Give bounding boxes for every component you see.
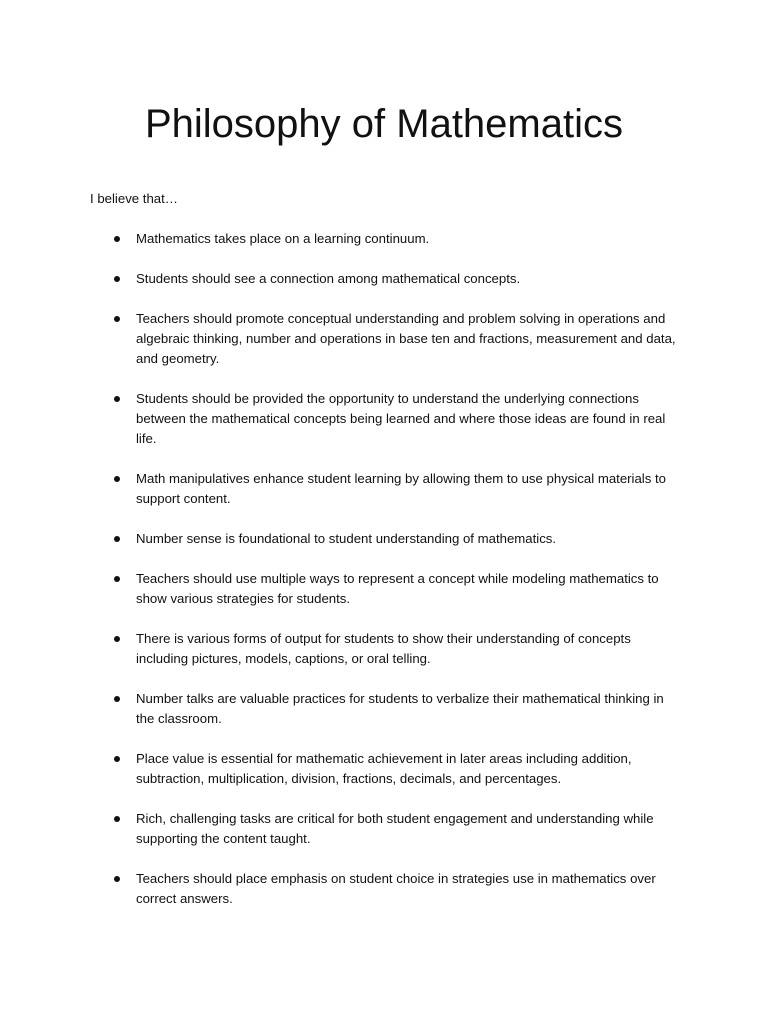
list-item [0, 569, 676, 609]
bullet-icon [114, 876, 120, 882]
list-item [0, 309, 676, 369]
bullet-icon [114, 316, 120, 322]
list-item-text: Mathematics takes place on a learning continuum. [136, 231, 430, 246]
list-item [0, 529, 676, 549]
bullet-icon [114, 696, 120, 702]
list-item-text: Students should see a connection among mathematical concepts. [136, 271, 521, 286]
bullet-icon [114, 756, 120, 762]
list-item-text: There is various forms of output for students to show their understanding of concepts including pictures, models, captions, or oral telling. [136, 631, 631, 666]
list-item-text: Students should be provided the opportunity to understand the underlying connections between the mathematical concepts being learned and where those ideas are found in real life. [136, 391, 666, 446]
bullet-icon [114, 636, 120, 642]
intro-text: I believe that… [90, 191, 178, 206]
list-item [0, 269, 676, 289]
bullet-icon [114, 236, 120, 242]
bullet-icon [114, 276, 120, 282]
bullet-icon [114, 576, 120, 582]
list-item-text: Number sense is foundational to student understanding of mathematics. [136, 531, 557, 546]
bullet-icon [114, 536, 120, 542]
list-item-text: Number talks are valuable practices for students to verbalize their mathematical thinking in the classroom. [136, 691, 664, 726]
list-item-text: Rich, challenging tasks are critical for both student engagement and understanding while supporting the content taught. [136, 811, 654, 846]
page-title: Philosophy of Mathematics [144, 102, 623, 146]
bullet-icon [114, 476, 120, 482]
list-item-text: Place value is essential for mathematic achievement in later areas including addition, subtraction, multiplication, division, fractions, decimals, and percentages. [136, 751, 632, 786]
list-item [0, 229, 676, 249]
belief-list [0, 229, 768, 929]
list-item-text: Teachers should promote conceptual understanding and problem solving in operations and algebraic thinking, number and operations in base ten and fractions, measurement and data, and geometry. [136, 311, 676, 366]
list-item [0, 389, 676, 449]
bullet-icon [114, 396, 120, 402]
list-item-text: Math manipulatives enhance student learning by allowing them to use physical materials to support content. [136, 471, 666, 506]
list-item-text: Teachers should use multiple ways to represent a concept while modeling mathematics to show various strategies for students. [136, 571, 659, 606]
list-item [0, 629, 676, 669]
bullet-icon [114, 816, 120, 822]
list-item [0, 749, 676, 789]
list-item [0, 689, 676, 729]
list-item [0, 809, 676, 849]
list-item-text: Teachers should place emphasis on student choice in strategies use in mathematics over correct answers. [136, 871, 656, 906]
list-item [0, 869, 676, 909]
list-item [0, 469, 676, 509]
